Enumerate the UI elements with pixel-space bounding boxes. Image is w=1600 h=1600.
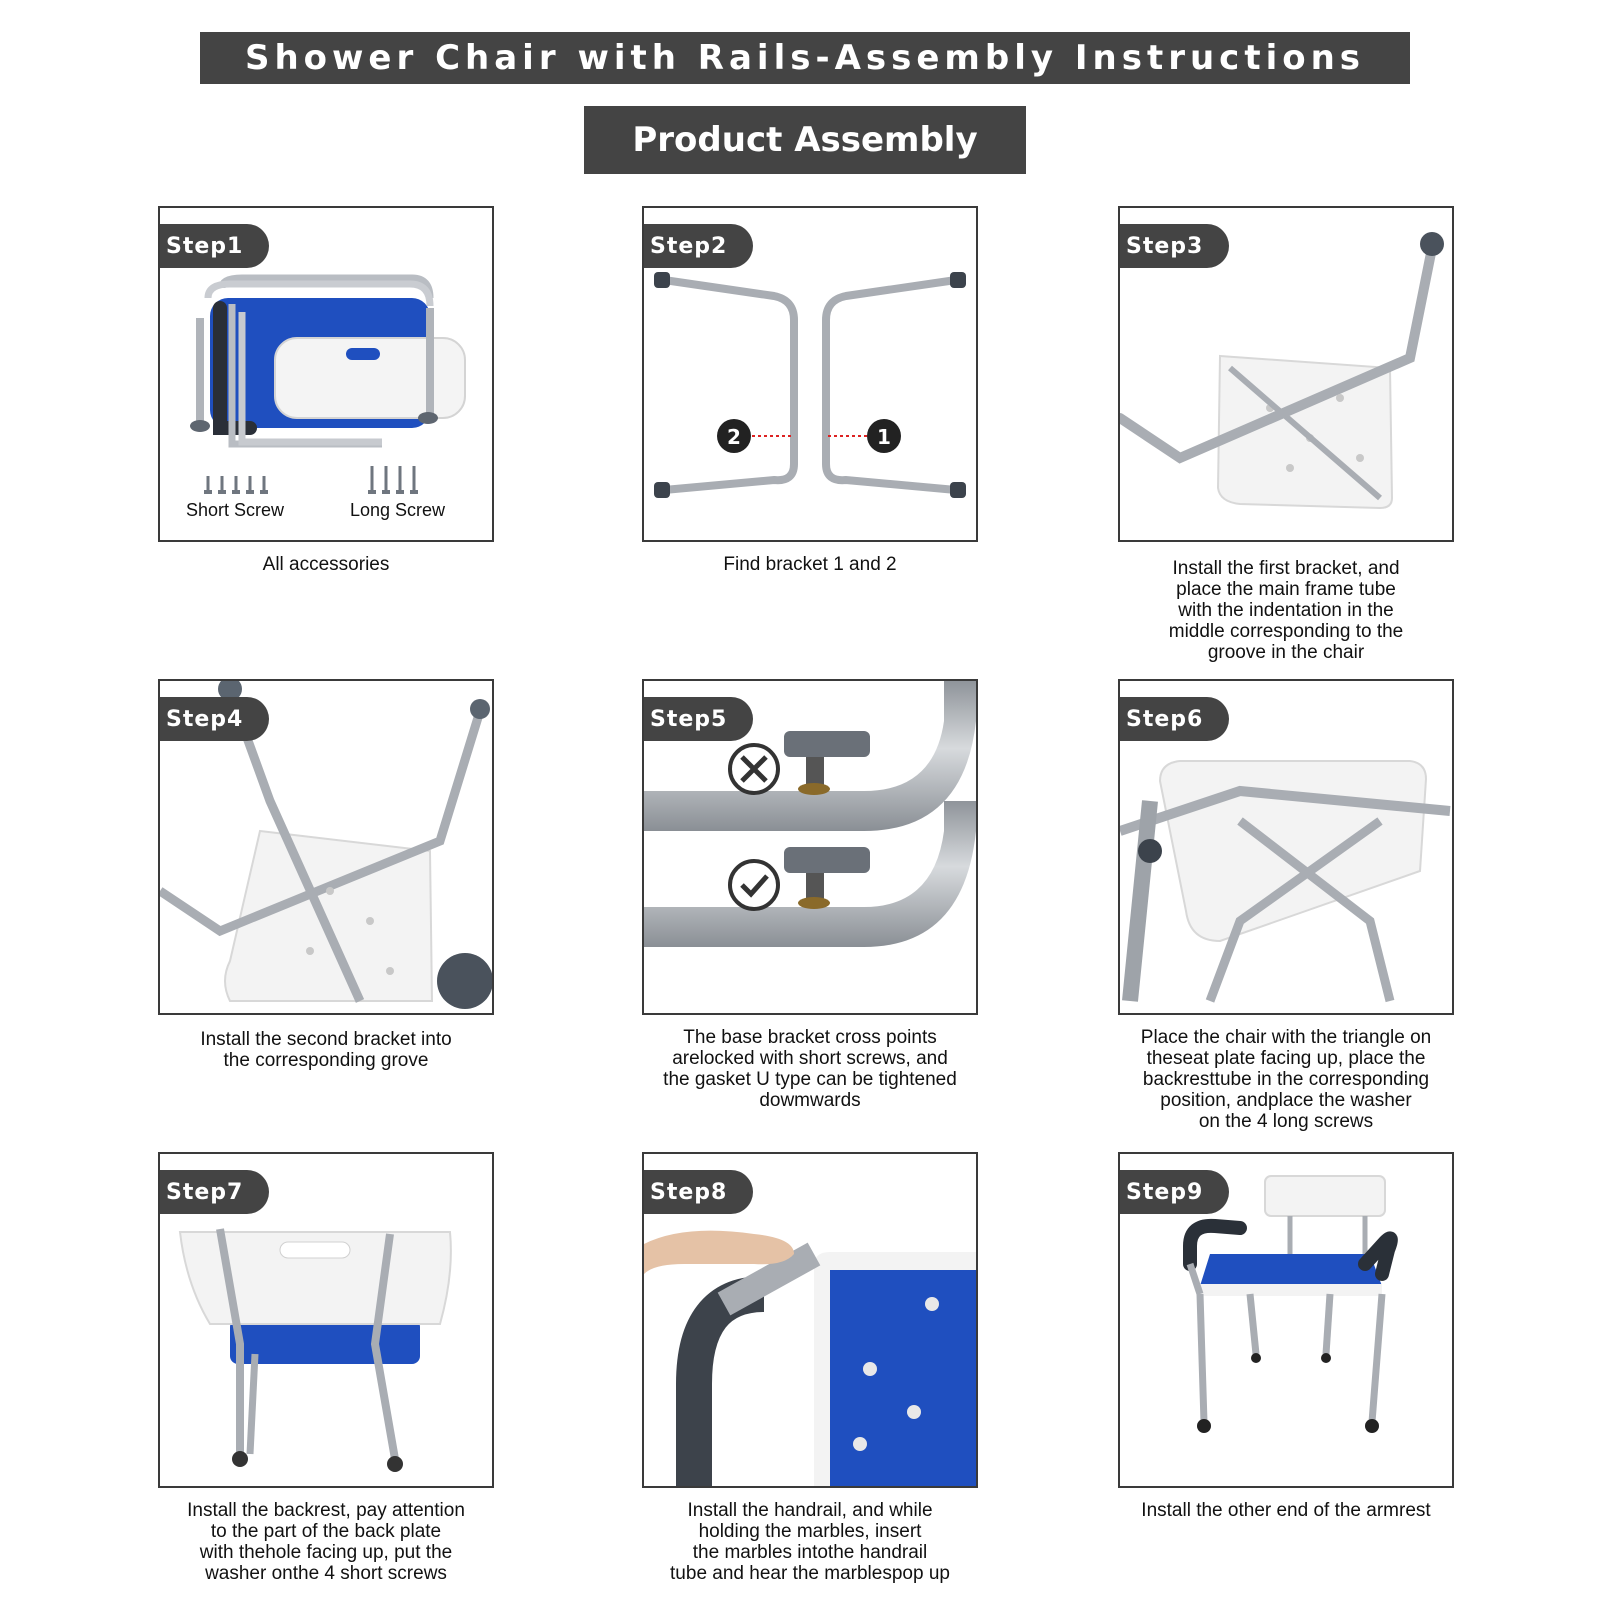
page-title: Shower Chair with Rails-Assembly Instructions [200,32,1410,84]
bracket-2-marker: 2 [727,425,741,449]
step-7-caption: Install the backrest, pay attention to the part of the back plate with thehole facing up, put the washer onthe 4 short screws [187,1500,465,1584]
section-title: Product Assembly [584,106,1026,174]
step-2-image [642,206,978,542]
step-2 [642,206,978,575]
long-screw-label: Long Screw [350,500,446,520]
step-3 [1118,206,1454,663]
step-4 [158,679,494,1071]
step-5 [642,679,978,1111]
step-1-tag: Step1 [160,224,269,268]
step-5-caption: The base bracket cross points arelocked with short screws, and the gasket U type can be tightened dowmwards [663,1027,957,1111]
bracket-1-marker: 1 [877,425,891,449]
step-6-caption: Place the chair with the triangle on theseat plate facing up, place the backresttube in the corresponding position, andplace the washer on the 4 long screws [1140,1027,1432,1132]
step-2-tag: Step2 [644,224,753,268]
step-3-caption: Install the first bracket, and place the main frame tube with the indentation in the middle corresponding to the groove in the chair [1168,558,1404,663]
step-6 [1118,679,1454,1132]
step-1-caption: All accessories [262,554,390,575]
step-1-image [158,206,494,542]
step-5-tag: Step5 [644,697,753,741]
step-5-image [642,679,978,1015]
step-7-tag: Step7 [160,1170,269,1214]
step-7-image [158,1152,494,1488]
step-3-image [1118,206,1454,542]
step-1 [158,206,494,575]
step-2-caption: Find bracket 1 and 2 [723,554,897,575]
correct-icon [730,861,778,909]
step-9-tag: Step9 [1120,1170,1229,1214]
step-9-image [1118,1152,1454,1488]
step-8-caption: Install the handrail, and while holding the marbles, insert the marbles intothe handrail tube and hear the marblespop up [670,1500,950,1584]
step-9-caption: Install the other end of the armrest [1141,1500,1431,1521]
step-8-tag: Step8 [644,1170,753,1214]
short-screw-label: Short Screw [186,500,285,520]
step-8-image [642,1152,978,1488]
step-3-tag: Step3 [1120,224,1229,268]
step-6-tag: Step6 [1120,697,1229,741]
step-9 [1118,1152,1454,1521]
step-4-image [158,679,494,1015]
step-7 [158,1152,494,1584]
step-4-tag: Step4 [160,697,269,741]
step-6-image [1118,679,1454,1015]
step-8 [642,1152,978,1584]
step-4-caption: Install the second bracket into the corresponding grove [200,1029,452,1071]
